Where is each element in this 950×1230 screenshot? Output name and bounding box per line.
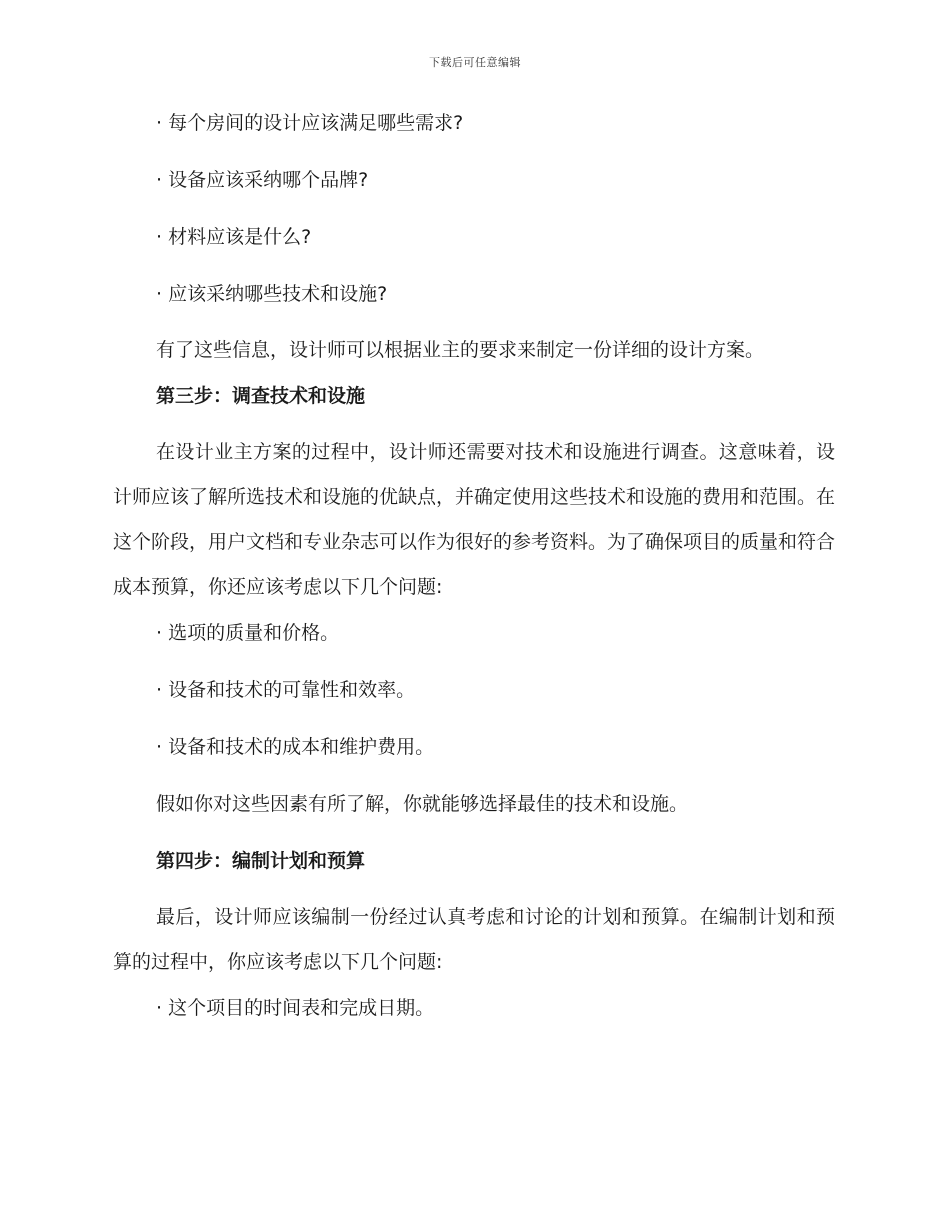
paragraph: 假如你对这些因素有所了解，你就能够选择最佳的技术和设施。 <box>156 793 689 815</box>
document-body <box>113 112 835 1054</box>
list-item: · 应该采纳哪些技术和设施? <box>156 283 388 305</box>
list-item: · 设备和技术的成本和维护费用。 <box>156 736 435 758</box>
list-item: · 选项的质量和价格。 <box>156 622 340 644</box>
paragraph: 最后，设计师应该编制一份经过认真考虑和讨论的计划和预算。在编制计划和预算的过程中，你应该考虑以下几个问题: <box>113 906 835 973</box>
paragraph: 有了这些信息，设计师可以根据业主的要求来制定一份详细的设计方案。 <box>156 339 765 361</box>
list-item: · 这个项目的时间表和完成日期。 <box>156 997 435 1019</box>
list-item: · 材料应该是什么? <box>156 226 312 248</box>
list-item: · 设备应该采纳哪个品牌? <box>156 169 369 191</box>
paragraph: 在设计业主方案的过程中，设计师还需要对技术和设施进行调查。这意味着，设计师应该了解所选技术和设施的优缺点，并确定使用这些技术和设施的费用和范围。在这个阶段，用户文档和专业杂志可以作为很好的参考资料。为了确保项目的质量和符合成本预算，你还应该考虑以下几个问题: <box>113 441 836 598</box>
list-item: · 每个房间的设计应该满足哪些需求? <box>156 112 464 134</box>
section-heading-step-3: 第三步：调查技术和设施 <box>156 385 366 407</box>
list-item: · 设备和技术的可靠性和效率。 <box>156 679 416 701</box>
section-heading-step-4: 第四步：编制计划和预算 <box>156 850 366 872</box>
page-header: 下载后可任意编辑 <box>429 56 521 69</box>
